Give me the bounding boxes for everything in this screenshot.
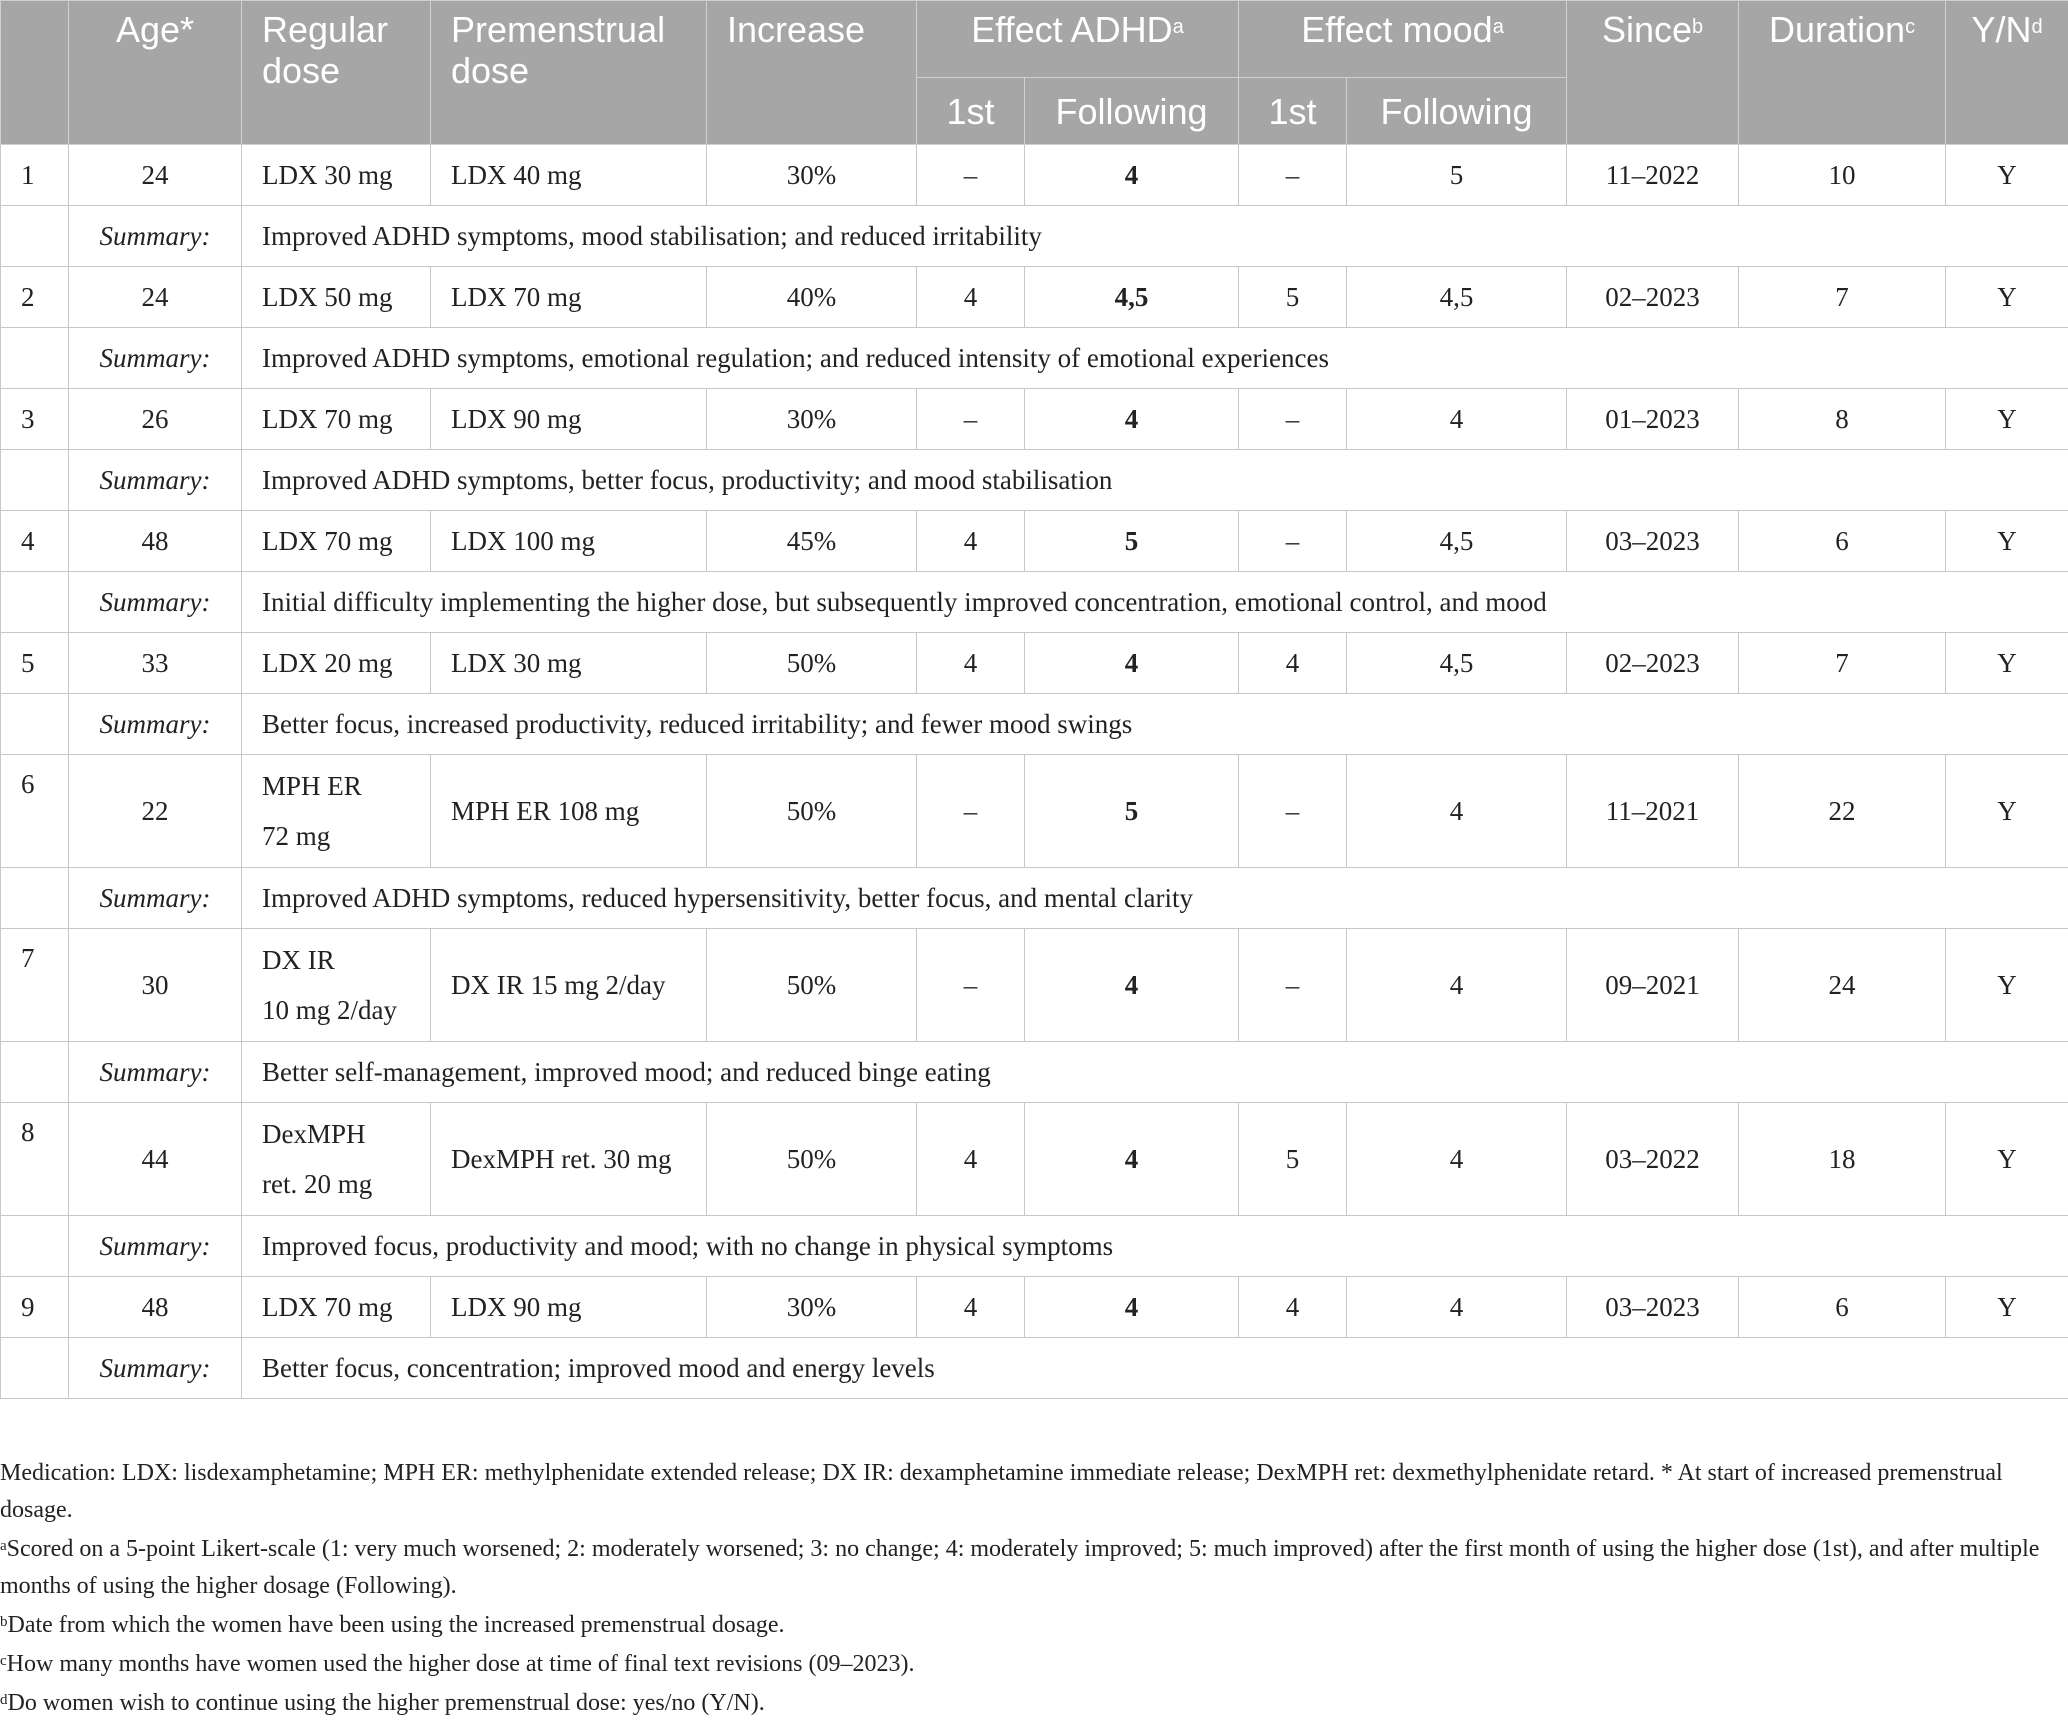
regular-dose-wrap (262, 935, 397, 1035)
summary-row (1, 1338, 2068, 1399)
cell-index: 8 (1, 1103, 69, 1216)
table-row (1, 929, 2068, 1042)
summary-empty-cell (1, 694, 69, 755)
header-row-1 (1, 1, 2068, 78)
cell-premenstrual-dose: LDX 100 mg (431, 511, 707, 572)
table-row (1, 1277, 2068, 1338)
cell-regular-dose (242, 755, 431, 868)
cell-yn: Y (1946, 1277, 2068, 1338)
cell-mood-1st: – (1239, 929, 1347, 1042)
summary-label: Summary: (69, 868, 242, 929)
footnote-c-text: How many months have women used the higher dose at time of final text revisions (09–2023). (7, 1651, 915, 1677)
footnote-b-mark: b (0, 1614, 8, 1630)
summary-row (1, 694, 2068, 755)
footnote-c-mark: c (0, 1653, 7, 1669)
cell-age: 24 (69, 145, 242, 206)
summary-row (1, 868, 2068, 929)
cell-adhd-following: 4 (1025, 633, 1239, 694)
header-increase: Increase (707, 1, 917, 145)
cell-mood-following: 4,5 (1347, 267, 1567, 328)
cell-adhd-1st: 4 (917, 1277, 1025, 1338)
table-row (1, 1103, 2068, 1216)
cell-adhd-following: 4 (1025, 145, 1239, 206)
cell-duration: 7 (1739, 633, 1946, 694)
header-effect-mood (1239, 1, 1567, 78)
header-adhd-following: Following (1025, 78, 1239, 145)
cell-yn: Y (1946, 389, 2068, 450)
header-duration-sup: c (1905, 16, 1915, 38)
cell-adhd-1st: 4 (917, 1103, 1025, 1216)
table-row (1, 633, 2068, 694)
cell-mood-following: 4 (1347, 755, 1567, 868)
summary-text: Improved ADHD symptoms, better focus, productivity; and mood stabilisation (242, 450, 2068, 511)
cell-regular-dose: LDX 20 mg (242, 633, 431, 694)
cell-regular-dose: LDX 30 mg (242, 145, 431, 206)
summary-empty-cell (1, 1338, 69, 1399)
cell-adhd-1st: – (917, 145, 1025, 206)
summary-text: Improved ADHD symptoms, mood stabilisation; and reduced irritability (242, 206, 2068, 267)
table-row (1, 755, 2068, 868)
table-body (1, 145, 2068, 1399)
summary-empty-cell (1, 1042, 69, 1103)
cell-mood-following: 4,5 (1347, 511, 1567, 572)
cell-increase: 50% (707, 755, 917, 868)
cell-increase: 50% (707, 1103, 917, 1216)
cell-increase: 50% (707, 633, 917, 694)
summary-text: Improved ADHD symptoms, emotional regulation; and reduced intensity of emotional experiences (242, 328, 2068, 389)
header-regular-dose (242, 1, 431, 145)
footnote-b-text: Date from which the women have been using the increased premenstrual dosage. (8, 1612, 785, 1638)
cell-mood-following: 4,5 (1347, 633, 1567, 694)
cell-index: 1 (1, 145, 69, 206)
footnote-c (0, 1646, 2050, 1683)
summary-empty-cell (1, 328, 69, 389)
header-yn-label: Y/N (1971, 9, 2031, 50)
cell-duration: 22 (1739, 755, 1946, 868)
summary-row (1, 450, 2068, 511)
header-effect-mood-sup: a (1493, 16, 1504, 38)
footnote-d (0, 1685, 2050, 1722)
table-row (1, 267, 2068, 328)
cell-regular-dose (242, 1103, 431, 1216)
cell-adhd-1st: – (917, 389, 1025, 450)
cell-duration: 7 (1739, 267, 1946, 328)
cell-premenstrual-dose: LDX 90 mg (431, 389, 707, 450)
summary-label: Summary: (69, 1042, 242, 1103)
summary-empty-cell (1, 868, 69, 929)
summary-label: Summary: (69, 206, 242, 267)
cell-index: 6 (1, 755, 69, 868)
footnote-d-mark: d (0, 1692, 8, 1708)
summary-row (1, 328, 2068, 389)
cell-yn: Y (1946, 145, 2068, 206)
footnote-d-text: Do women wish to continue using the higher premenstrual dose: yes/no (Y/N). (8, 1690, 765, 1716)
cell-yn: Y (1946, 755, 2068, 868)
header-duration-label: Duration (1769, 9, 1905, 50)
cell-since: 11–2021 (1567, 755, 1739, 868)
summary-label: Summary: (69, 572, 242, 633)
cell-mood-1st: – (1239, 755, 1347, 868)
cell-since: 03–2023 (1567, 511, 1739, 572)
cell-since: 02–2023 (1567, 633, 1739, 694)
footnote-a (0, 1531, 2050, 1605)
cell-age: 33 (69, 633, 242, 694)
summary-empty-cell (1, 450, 69, 511)
cell-adhd-1st: 4 (917, 633, 1025, 694)
header-index (1, 1, 69, 145)
cell-mood-1st: 4 (1239, 1277, 1347, 1338)
cell-mood-following: 4 (1347, 929, 1567, 1042)
header-effect-adhd (917, 1, 1239, 78)
header-mood-following: Following (1347, 78, 1567, 145)
header-yn (1946, 1, 2068, 145)
regular-dose-line-1: DX IR (262, 945, 335, 975)
header-effect-mood-label: Effect mood (1301, 9, 1492, 50)
cell-yn: Y (1946, 1103, 2068, 1216)
cell-duration: 8 (1739, 389, 1946, 450)
cell-adhd-following: 5 (1025, 755, 1239, 868)
cell-adhd-following: 4 (1025, 1277, 1239, 1338)
cell-index: 3 (1, 389, 69, 450)
cell-mood-1st: 5 (1239, 267, 1347, 328)
cell-duration: 18 (1739, 1103, 1946, 1216)
summary-row (1, 206, 2068, 267)
header-age: Age* (69, 1, 242, 145)
cell-increase: 40% (707, 267, 917, 328)
cell-mood-following: 4 (1347, 1277, 1567, 1338)
table-row (1, 511, 2068, 572)
summary-row (1, 572, 2068, 633)
summary-label: Summary: (69, 694, 242, 755)
cell-premenstrual-dose: LDX 30 mg (431, 633, 707, 694)
regular-dose-wrap (262, 1109, 372, 1209)
header-since-label: Since (1602, 9, 1692, 50)
cell-index: 5 (1, 633, 69, 694)
cell-premenstrual-dose: LDX 40 mg (431, 145, 707, 206)
summary-text: Better focus, concentration; improved mood and energy levels (242, 1338, 2068, 1399)
summary-row (1, 1216, 2068, 1277)
cell-adhd-following: 4 (1025, 1103, 1239, 1216)
header-premenstrual-dose (431, 1, 707, 145)
cell-mood-following: 4 (1347, 389, 1567, 450)
cell-adhd-following: 4 (1025, 929, 1239, 1042)
cell-regular-dose: LDX 70 mg (242, 1277, 431, 1338)
regular-dose-wrap (262, 761, 362, 861)
regular-dose-line-2: 10 mg 2/day (262, 995, 397, 1025)
table-header (1, 1, 2068, 145)
cell-mood-1st: – (1239, 511, 1347, 572)
cell-increase: 30% (707, 389, 917, 450)
cell-mood-following: 5 (1347, 145, 1567, 206)
table-row (1, 145, 2068, 206)
summary-label: Summary: (69, 1338, 242, 1399)
cell-age: 48 (69, 511, 242, 572)
summary-label: Summary: (69, 328, 242, 389)
header-premenstrual-dose-label: Premenstrual dose (451, 9, 681, 91)
cell-regular-dose: LDX 70 mg (242, 511, 431, 572)
cell-age: 44 (69, 1103, 242, 1216)
regular-dose-line-1: MPH ER (262, 771, 362, 801)
cell-duration: 10 (1739, 145, 1946, 206)
summary-text: Better focus, increased productivity, reduced irritability; and fewer mood swings (242, 694, 2068, 755)
header-yn-sup: d (2031, 16, 2042, 38)
cell-adhd-following: 4 (1025, 389, 1239, 450)
header-since-sup: b (1692, 16, 1703, 38)
cell-increase: 30% (707, 1277, 917, 1338)
cell-regular-dose: LDX 50 mg (242, 267, 431, 328)
cell-age: 30 (69, 929, 242, 1042)
cell-since: 02–2023 (1567, 267, 1739, 328)
cell-premenstrual-dose: DexMPH ret. 30 mg (431, 1103, 707, 1216)
footnote-medication: Medication: LDX: lisdexamphetamine; MPH ER: methylphenidate extended release; DX IR: dexamphetamine immediate release; DexMPH ret: dexmethylphenidate retard. * At start of increased premenstrual dosage. (0, 1455, 2050, 1529)
cell-increase: 30% (707, 145, 917, 206)
cell-adhd-1st: – (917, 755, 1025, 868)
cell-increase: 50% (707, 929, 917, 1042)
header-adhd-1st: 1st (917, 78, 1025, 145)
cell-duration: 6 (1739, 511, 1946, 572)
cell-since: 03–2023 (1567, 1277, 1739, 1338)
regular-dose-line-2: ret. 20 mg (262, 1169, 372, 1199)
cell-mood-following: 4 (1347, 1103, 1567, 1216)
cell-mood-1st: – (1239, 389, 1347, 450)
cell-since: 01–2023 (1567, 389, 1739, 450)
cell-yn: Y (1946, 267, 2068, 328)
header-since (1567, 1, 1739, 145)
cell-duration: 24 (1739, 929, 1946, 1042)
summary-text: Better self-management, improved mood; and reduced binge eating (242, 1042, 2068, 1103)
summary-empty-cell (1, 1216, 69, 1277)
footnote-a-text: Scored on a 5-point Likert-scale (1: very much worsened; 2: moderately worsened; 3: no change; 4: moderately improved; 5: much improved) after the first month of using the higher dose (1st), and after multiple months of using the higher dosage (Following). (0, 1536, 2039, 1599)
cell-index: 7 (1, 929, 69, 1042)
cell-mood-1st: 5 (1239, 1103, 1347, 1216)
summary-label: Summary: (69, 1216, 242, 1277)
cell-yn: Y (1946, 929, 2068, 1042)
summary-row (1, 1042, 2068, 1103)
cell-age: 24 (69, 267, 242, 328)
cell-premenstrual-dose: LDX 90 mg (431, 1277, 707, 1338)
cell-regular-dose: LDX 70 mg (242, 389, 431, 450)
summary-label: Summary: (69, 450, 242, 511)
cell-adhd-following: 5 (1025, 511, 1239, 572)
cell-premenstrual-dose: LDX 70 mg (431, 267, 707, 328)
cell-duration: 6 (1739, 1277, 1946, 1338)
summary-empty-cell (1, 572, 69, 633)
cell-since: 03–2022 (1567, 1103, 1739, 1216)
table-row (1, 389, 2068, 450)
cell-yn: Y (1946, 511, 2068, 572)
cell-since: 09–2021 (1567, 929, 1739, 1042)
footnote-b (0, 1607, 2050, 1644)
cell-age: 48 (69, 1277, 242, 1338)
cell-index: 4 (1, 511, 69, 572)
cell-premenstrual-dose: DX IR 15 mg 2/day (431, 929, 707, 1042)
cell-age: 22 (69, 755, 242, 868)
regular-dose-line-1: DexMPH (262, 1119, 366, 1149)
footnotes (0, 1455, 2050, 1724)
summary-text: Improved ADHD symptoms, reduced hypersensitivity, better focus, and mental clarity (242, 868, 2068, 929)
cell-adhd-following: 4,5 (1025, 267, 1239, 328)
cell-adhd-1st: – (917, 929, 1025, 1042)
footnote-a-mark: a (0, 1538, 7, 1554)
header-duration (1739, 1, 1946, 145)
header-mood-1st: 1st (1239, 78, 1347, 145)
cell-adhd-1st: 4 (917, 511, 1025, 572)
header-effect-adhd-sup: a (1173, 16, 1184, 38)
cell-regular-dose (242, 929, 431, 1042)
cell-index: 2 (1, 267, 69, 328)
summary-empty-cell (1, 206, 69, 267)
cell-adhd-1st: 4 (917, 267, 1025, 328)
cell-since: 11–2022 (1567, 145, 1739, 206)
summary-text: Initial difficulty implementing the higher dose, but subsequently improved concentration, emotional control, and mood (242, 572, 2068, 633)
cell-mood-1st: – (1239, 145, 1347, 206)
cell-increase: 45% (707, 511, 917, 572)
cell-age: 26 (69, 389, 242, 450)
header-regular-dose-label: Regular dose (262, 9, 402, 91)
cell-mood-1st: 4 (1239, 633, 1347, 694)
regular-dose-line-2: 72 mg (262, 821, 330, 851)
cell-yn: Y (1946, 633, 2068, 694)
header-effect-adhd-label: Effect ADHD (971, 9, 1172, 50)
cell-premenstrual-dose: MPH ER 108 mg (431, 755, 707, 868)
cell-index: 9 (1, 1277, 69, 1338)
summary-text: Improved focus, productivity and mood; with no change in physical symptoms (242, 1216, 2068, 1277)
